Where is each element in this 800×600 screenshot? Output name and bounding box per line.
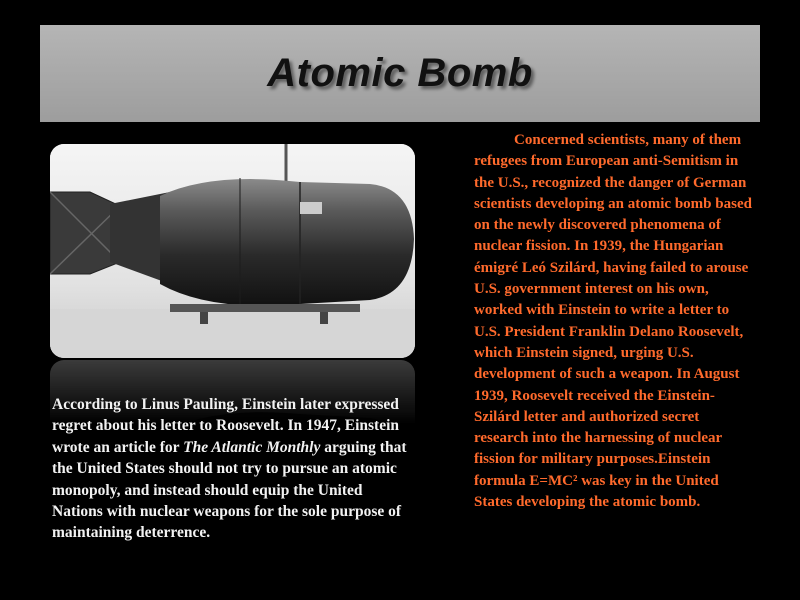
- bomb-photo: [50, 144, 415, 358]
- right-paragraph: Concerned scientists, many of them refugees from European anti-Semitism in the U.S., recognized the danger of German scientists developing an atomic bomb based on the newly discovered phenomena of nuclear fission. In 1939, the Hungarian émigré Leó Szilárd, having failed to arouse U.S. government interest on his own, worked with Einstein to write a letter to U.S. President Franklin Delano Roosevelt, which Einstein signed, urging U.S. development of such a weapon. In August 1939, Roosevelt received the Einstein-Szilárd letter and authorized secret research into the harnessing of nuclear fission for military purposes.Einstein formula E=MC² was key in the United States developing the atomic bomb.: [474, 132, 752, 511]
- title-bar: [40, 25, 760, 122]
- left-text-italic-title: The Atlantic Monthly: [183, 438, 321, 456]
- slide-title: Atomic Bomb: [267, 51, 533, 95]
- left-text-part2: arguing that the United States should not try to pursue an atomic monopoly, and instead should equip the United Nations with nuclear weapons for the sole purpose of maintaining deterrence.: [52, 438, 407, 542]
- bomb-illustration: [50, 144, 415, 358]
- left-text-part1: According to Linus Pauling, Einstein later expressed regret about his letter to Roosevelt. In 1947, Einstein wrote an article for: [52, 396, 400, 456]
- left-paragraph: [52, 394, 407, 544]
